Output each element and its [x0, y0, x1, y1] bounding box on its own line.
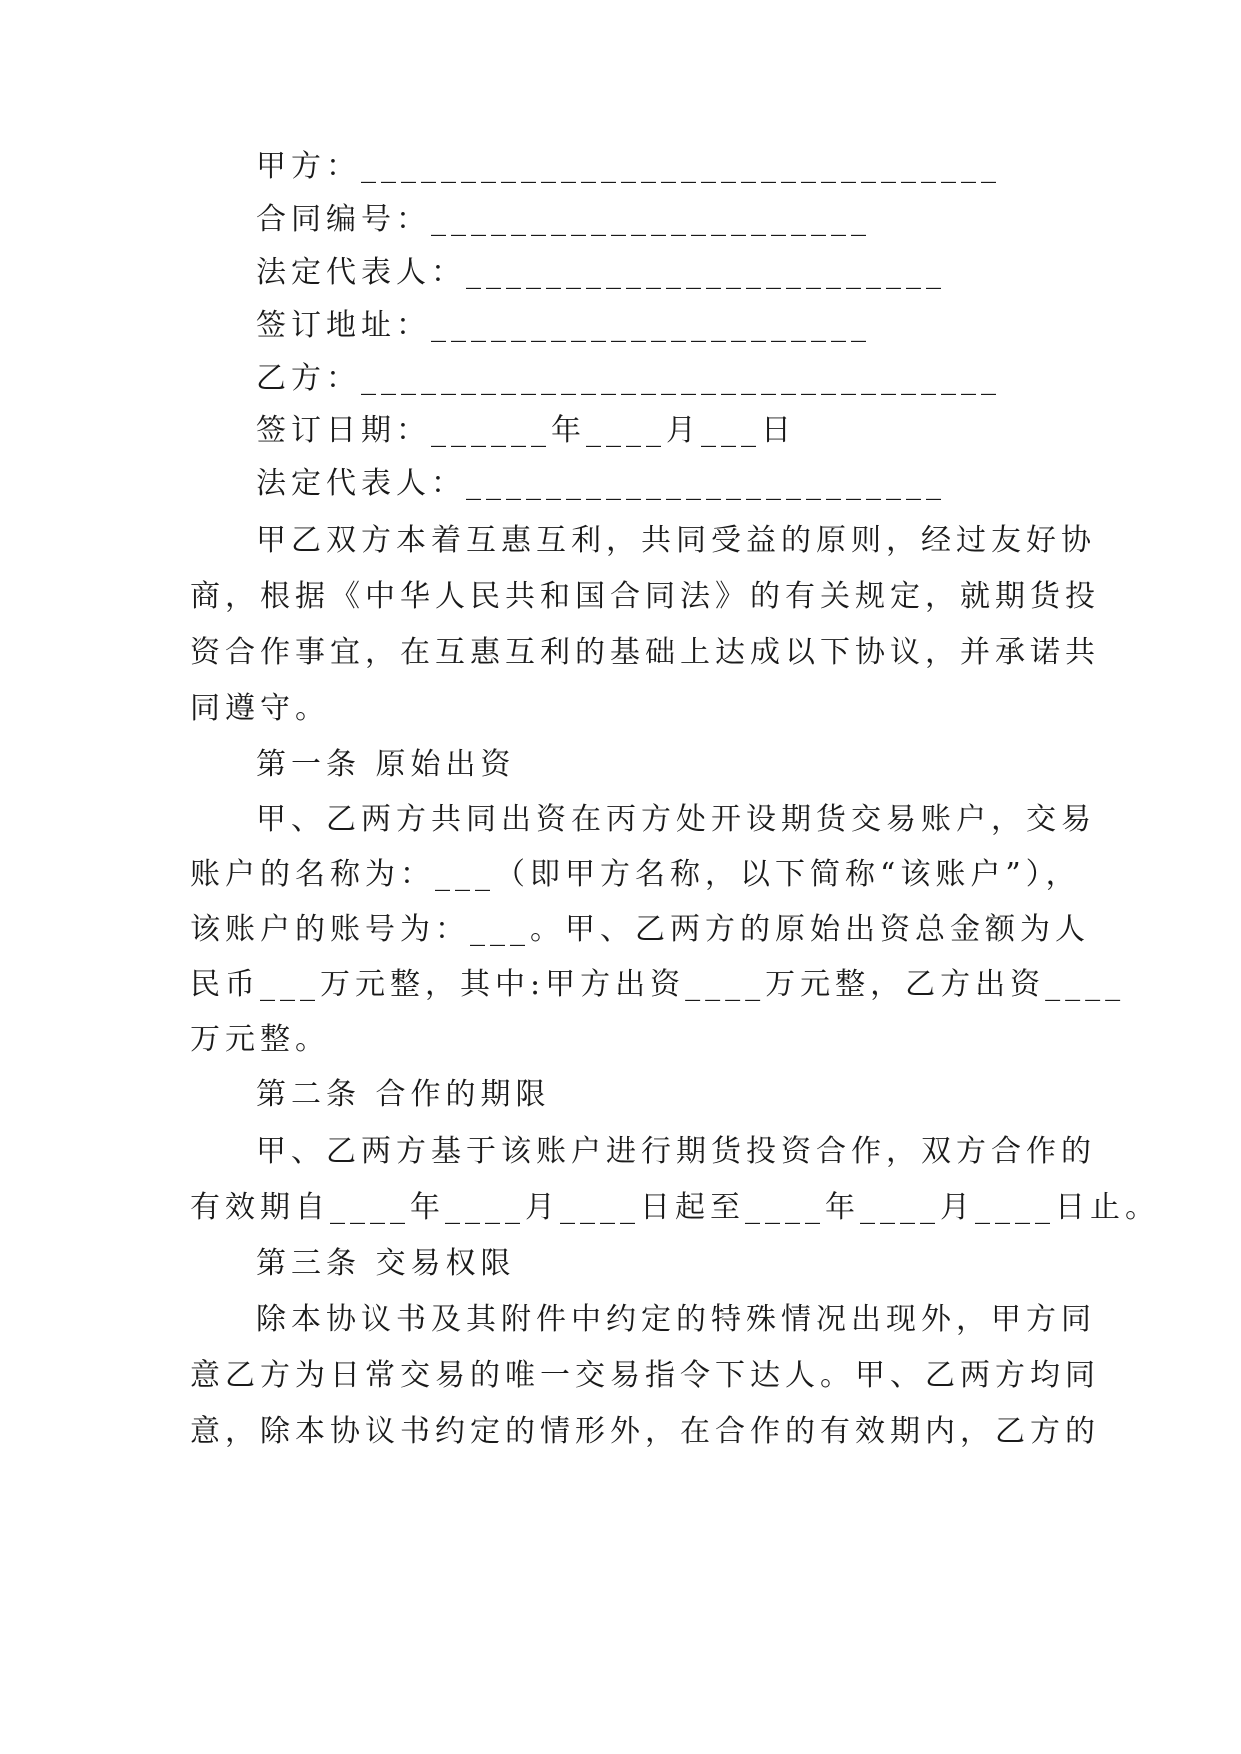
- article-1-line: 万元整。: [190, 1022, 330, 1057]
- signing-date-blank: ______年____月___日: [431, 413, 796, 448]
- party-a-label: 甲方：: [256, 149, 361, 184]
- legal-rep-a-field: [256, 254, 946, 292]
- legal-rep-a-label: 法定代表人：: [256, 255, 466, 290]
- signing-address-label: 签订地址：: [256, 308, 431, 343]
- signing-address-blank: ______________________: [431, 308, 871, 343]
- signing-date-field: [256, 412, 796, 450]
- party-b-blank: ________________________________: [361, 361, 1001, 396]
- article-3-line: 除本协议书及其附件中约定的特殊情况出现外，甲方同: [256, 1302, 1096, 1337]
- preamble-line: 甲乙双方本着互惠互利，共同受益的原则，经过友好协: [256, 523, 1096, 558]
- article-3-line: 意乙方为日常交易的唯一交易指令下达人。甲、乙两方均同: [190, 1358, 1100, 1393]
- article-3-line: 意，除本协议书约定的情形外，在合作的有效期内，乙方的: [190, 1414, 1100, 1449]
- signing-date-label: 签订日期：: [256, 413, 431, 448]
- article-1-line: 甲、乙两方共同出资在丙方处开设期货交易账户，交易: [256, 802, 1096, 837]
- preamble-line: 资合作事宜，在互惠互利的基础上达成以下协议，并承诺共: [190, 635, 1100, 670]
- article-1-line: 民币___万元整，其中:甲方出资____万元整，乙方出资____: [190, 967, 1126, 1002]
- party-a-field: [256, 148, 1001, 186]
- article-2-heading: 第二条 合作的期限: [256, 1077, 551, 1112]
- signing-address-field: [256, 307, 871, 345]
- preamble-line: 商，根据《中华人民共和国合同法》的有关规定，就期货投: [190, 579, 1100, 614]
- article-2-line: 有效期自____年____月____日起至____年____月____日止。: [190, 1190, 1160, 1225]
- party-a-blank: ________________________________: [361, 149, 1001, 184]
- contract-number-blank: ______________________: [431, 202, 871, 237]
- legal-rep-b-blank: ________________________: [466, 466, 946, 501]
- article-1-line: 该账户的账号为：___。甲、乙两方的原始出资总金额为人: [190, 912, 1090, 947]
- contract-number-field: [256, 201, 871, 239]
- legal-rep-a-blank: ________________________: [466, 255, 946, 290]
- party-b-field: [256, 360, 1001, 398]
- preamble-line: 同遵守。: [190, 691, 330, 726]
- article-1-heading: 第一条 原始出资: [256, 747, 516, 782]
- article-3-heading: 第三条 交易权限: [256, 1246, 516, 1281]
- contract-number-label: 合同编号：: [256, 202, 431, 237]
- article-2-line: 甲、乙两方基于该账户进行期货投资合作，双方合作的: [256, 1134, 1096, 1169]
- party-b-label: 乙方：: [256, 361, 361, 396]
- legal-rep-b-field: [256, 465, 946, 503]
- legal-rep-b-label: 法定代表人：: [256, 466, 466, 501]
- article-1-line: 账户的名称为：___（即甲方名称，以下简称“该账户”），: [190, 857, 1081, 892]
